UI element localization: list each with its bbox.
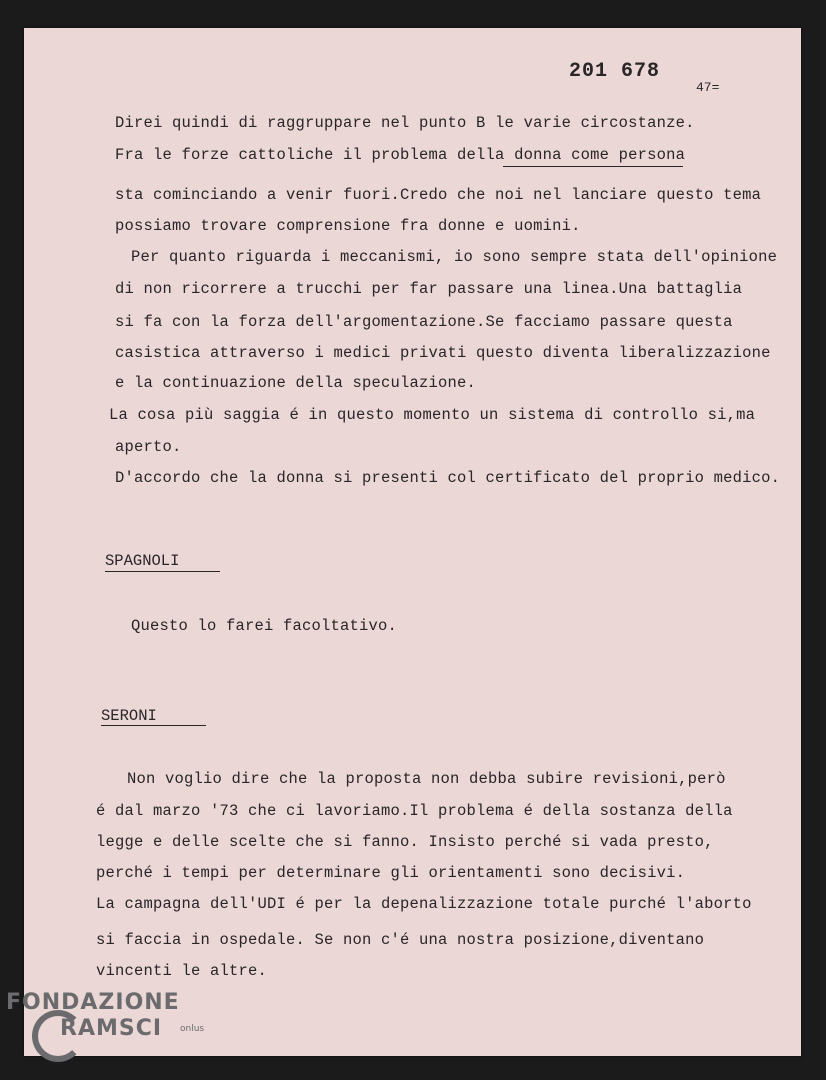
document-page xyxy=(24,28,801,1056)
fondazione-gramsci-logo xyxy=(4,988,204,1078)
text-line: é dal marzo '73 che ci lavoriamo.Il problema é della sostanza della xyxy=(96,802,733,820)
logo-line-2: RAMSCI xyxy=(60,1016,163,1041)
text-line: legge e delle scelte che si fanno. Insisto perché si vada presto, xyxy=(96,833,714,851)
text-line: aperto. xyxy=(115,438,182,456)
heading-underline xyxy=(101,725,206,726)
speaker-heading: SERONI xyxy=(101,707,157,725)
text-line: D'accordo che la donna si presenti col certificato del proprio medico. xyxy=(115,469,781,487)
text-line: Direi quindi di raggruppare nel punto B le varie circostanze. xyxy=(115,114,695,132)
text-line: sta cominciando a venir fuori.Credo che noi nel lanciare questo tema xyxy=(115,186,762,204)
text-line: perché i tempi per determinare gli orientamenti sono decisivi. xyxy=(96,864,686,882)
text-line: e la continuazione della speculazione. xyxy=(115,374,477,392)
page-mark: 47= xyxy=(696,80,720,95)
logo-line-1: FONDAZIONE xyxy=(6,990,180,1015)
heading-underline xyxy=(105,571,220,572)
text-line: vincenti le altre. xyxy=(96,962,268,980)
text-line: si fa con la forza dell'argomentazione.Se facciamo passare questa xyxy=(115,313,733,331)
text-line: Questo lo farei facoltativo. xyxy=(131,617,398,635)
text-line: possiamo trovare comprensione fra donne e uomini. xyxy=(115,217,581,235)
text-line: di non ricorrere a trucchi per far passare una linea.Una battaglia xyxy=(115,280,743,298)
text-line-underlined: Fra le forze cattoliche il problema della donna come persona xyxy=(115,146,685,167)
text-line: La campagna dell'UDI é per la depenalizzazione totale purché l'aborto xyxy=(96,895,752,913)
speaker-heading: SPAGNOLI xyxy=(105,552,180,570)
logo-subtitle: onlus xyxy=(180,1024,205,1034)
text-line: Per quanto riguarda i meccanismi, io sono sempre stata dell'opinione xyxy=(131,248,778,266)
text-line: La cosa più saggia é in questo momento un sistema di controllo si,ma xyxy=(109,406,756,424)
document-number: 201 678 xyxy=(569,60,661,83)
text-line: Non voglio dire che la proposta non debba subire revisioni,però xyxy=(127,770,726,788)
text-line: si faccia in ospedale. Se non c'é una nostra posizione,diventano xyxy=(96,931,705,949)
text-line xyxy=(115,146,685,164)
text-line: casistica attraverso i medici privati questo diventa liberalizzazione xyxy=(115,344,771,362)
